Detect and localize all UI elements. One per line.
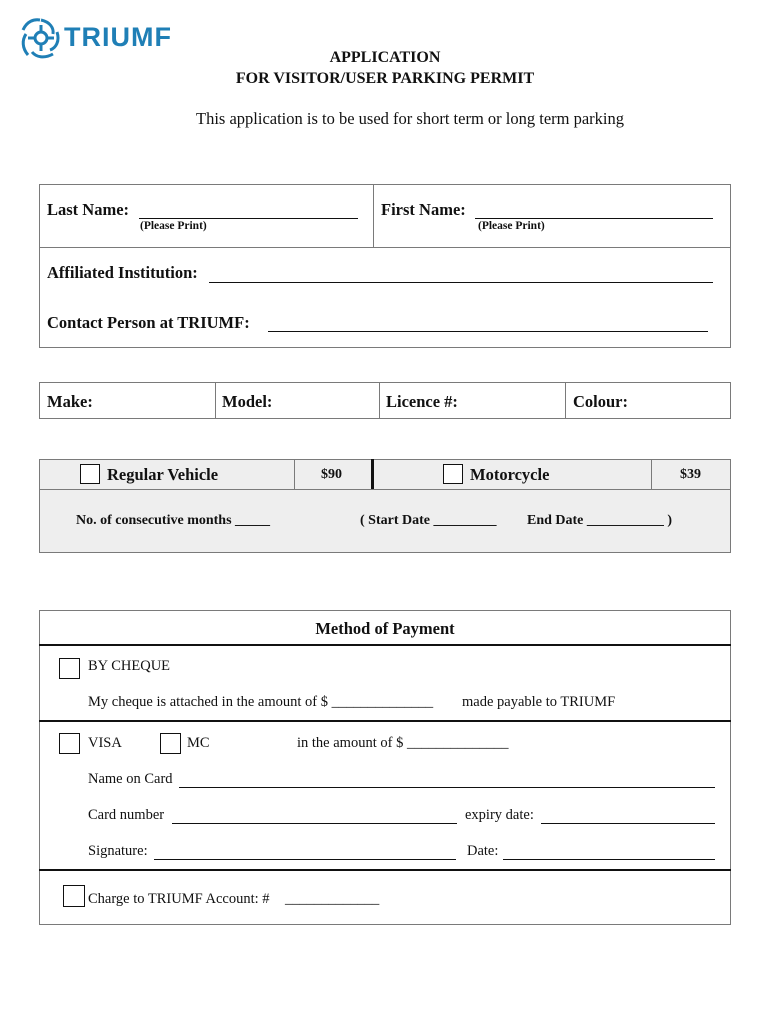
payable-text: made payable to TRIUMF [462,694,616,710]
divider [565,382,566,419]
licence-field[interactable]: Licence #: [386,392,458,411]
mc-checkbox[interactable] [160,733,181,754]
divider [373,184,374,247]
model-field[interactable]: Model: [222,392,273,411]
mc-label: MC [187,735,210,751]
form-title-line1: APPLICATION [329,49,441,66]
signature-field[interactable] [154,859,456,860]
divider [39,869,731,871]
payment-heading: Method of Payment [315,619,455,638]
colour-field[interactable]: Colour: [573,392,628,411]
name-on-card-field[interactable] [179,787,715,788]
institution-field[interactable] [209,264,713,283]
last-name-field[interactable] [139,200,358,219]
divider [39,247,731,248]
first-name-field[interactable] [475,200,713,219]
end-date-field[interactable]: End Date ___________ ) [527,513,673,528]
form-subtitle: This application is to be used for short term or long term parking [196,109,624,128]
divider [379,382,380,419]
last-name-hint: (Please Print) [140,220,207,232]
motorcycle-price: $39 [680,467,701,482]
cheque-amount-field[interactable]: My cheque is attached in the amount of $ ______________ [88,694,434,710]
expiry-field[interactable] [541,823,715,824]
divider [371,459,374,489]
date-label: Date: [467,843,499,859]
cheque-label: BY CHEQUE [88,658,171,674]
date-field[interactable] [503,859,715,860]
card-number-field[interactable] [172,823,457,824]
form-title-line2: FOR VISITOR/USER PARKING PERMIT [235,70,535,87]
charge-account-label: Charge to TRIUMF Account: # [88,891,270,907]
card-amount-field[interactable]: in the amount of $ ______________ [297,735,509,751]
institution-label: Affiliated Institution: [47,263,198,282]
regular-vehicle-checkbox[interactable] [80,464,100,484]
signature-label: Signature: [88,843,148,859]
motorcycle-checkbox[interactable] [443,464,463,484]
expiry-label: expiry date: [465,807,534,823]
charge-account-checkbox[interactable] [63,885,85,907]
regular-price: $90 [321,467,342,482]
make-field[interactable]: Make: [47,392,93,411]
visa-checkbox[interactable] [59,733,80,754]
card-number-label: Card number [88,807,165,823]
start-date-field[interactable]: ( Start Date _________ [360,513,497,528]
cheque-checkbox[interactable] [59,658,80,679]
divider [39,644,731,646]
divider [651,459,652,489]
first-name-label: First Name: [381,200,466,219]
months-field[interactable]: No. of consecutive months _____ [76,513,271,528]
motorcycle-label: Motorcycle [470,465,550,484]
first-name-hint: (Please Print) [478,220,545,232]
name-on-card-label: Name on Card [88,771,173,787]
divider [39,720,731,722]
contact-label: Contact Person at TRIUMF: [47,313,250,332]
divider [294,459,295,489]
contact-field[interactable] [268,313,708,332]
charge-account-field[interactable]: _____________ [285,891,380,907]
last-name-label: Last Name: [47,200,130,219]
regular-vehicle-label: Regular Vehicle [107,465,219,484]
divider [215,382,216,419]
visa-label: VISA [88,735,122,751]
divider [39,489,731,490]
logo-text: TRIUMF [64,22,172,52]
